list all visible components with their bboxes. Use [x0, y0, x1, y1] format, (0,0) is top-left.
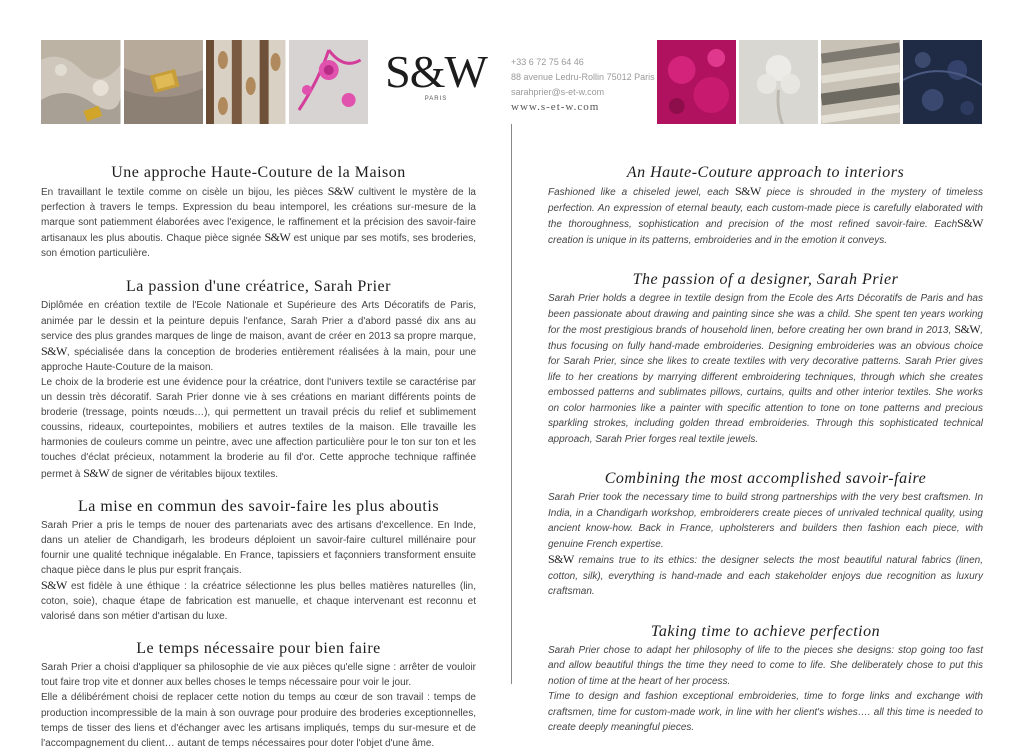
- fr-paragraph-savoir-faire-1: Sarah Prier a pris le temps de nouer des partenariats avec des artisans d'excellence. En Inde, dans un atelier de Chandigarh, les brodeurs déploient un savoir-faire culturel millénaire pour fournir une qualité technique inégalable. En France, tapissiers et façonniers transforment ensuite chaque pièce dans le plus pur esprit français.: [41, 519, 476, 576]
- fr-paragraph-passion-2: Le choix de la broderie est une évidence pour la créatrice, dont l'univers textile se caractérise par un dessin très décoratif. Sarah Prier donne vie à ses créations en mariant différents points de broderie (tressage, points nœuds…), qui permettent un travail précis du relief et sublimement coussins, rideaux, courtepointes, mobiliers et autres textiles de la maison. Elle travaille les harmonies de couleurs comme un peintre, avec une affection particulière pour le ton sur ton et les touches d'éclat précieux, notamment la broderie au fil d'or. Cette approche technique raffinée permet à S&W de signer de véritables bijoux textiles.: [41, 376, 476, 480]
- en-heading-approach: An Haute-Couture approach to interiors: [626, 164, 905, 181]
- fr-paragraph-time-2: Elle a délibérément choisi de replacer cette notion du temps au cœur de son travail : temps de production incompressible de la main à son ouvrage pour produire des broderies exceptionnelles, temps de tisser des liens et d'échanger avec les artisans impliqués, temps du sur-mesure et de l'accompagnement du client… autant de temps nécessaires pour doter l'objet d'une âme.: [41, 692, 476, 749]
- fr-heading-passion: La passion d'une créatrice, Sarah Prier: [126, 278, 391, 296]
- brand-logo: [372, 48, 500, 102]
- english-column: [548, 150, 983, 736]
- fr-section-passion: [41, 278, 476, 481]
- en-paragraph-approach: Fashioned like a chiseled jewel, each S&W piece is shrouded in the mystery of timeless perfection. An expression of eternal beauty, each custom-made piece is carefully elaborated with the thoroughness, sophistication and precision of the most refined savoir-faire. EachS&W creation is unique in its patterns, embroideries and in the emotion it conveys.: [548, 184, 983, 246]
- fr-heading-savoir-faire: La mise en commun des savoir-faire les plus aboutis: [77, 497, 440, 515]
- en-paragraph-passion: Sarah Prier holds a degree in textile design from the Ecole des Arts Décoratifs de Paris and has been passionate about drawing and painting since she was a child. She spent ten years working for the most prestigious brands of household linen, before creating her own brand in 2013, S&W, thus focusing on fully hand-made embroideries. Designing embroideries was an obvious choice for Sarah Prier, since she likes to create textiles with very decorative patterns. Sarah Prier gives life to her creations by marrying different embroidering techniques, through which she creates embossed patterns and sublimates pillows, curtains, quilts and other interior textiles. She works on color harmonies like a painter with specific attention to tone on tone patterns and precious sparkling strokes, including golden thread embroideries. Through this sophisticated technical approach, Sarah Prier forges real textile jewels.: [548, 293, 983, 445]
- leaf-pattern-fabric-photo: [206, 40, 286, 124]
- brand-inline: S&W: [548, 552, 574, 566]
- fr-heading-approach: Une approche Haute-Couture de la Maison: [111, 164, 406, 181]
- en-paragraph-time-1: Sarah Prier chose to adapt her philosophy of life to the pieces she designs: stop going too fast and allow beautiful things the time they need to come to life. She deliberately chose to put this notion of time at the heart of her process.: [548, 644, 983, 687]
- fr-paragraph-time-1: Sarah Prier a choisi d'appliquer sa philosophie de vie aux pièces qu'elle signe : arrêter de vouloir tout faire trop vite et donner aux belles choses le temps nécessaire pour voir le jour.: [41, 662, 476, 689]
- fr-section-savoir-faire: [41, 498, 476, 625]
- fr-paragraph-passion-1: Diplômée en création textile de l'Ecole Nationale et Supérieure des Arts Décoratifs de Paris, animée par le dessin et la peinture depuis l'enfance, Sarah Prier a d'abord passé dix ans au service des plus grandes marques de linge de maison, avant de créer en 2013 sa propre marque, S&W, spécialisée dans la conception de broderies entièrement réalisées à la main, pour une approche Haute-Couture de la maison.: [41, 300, 476, 373]
- logo-city: PARIS: [424, 96, 448, 102]
- contact-address: 88 avenue Ledru-Rollin 75012 Paris: [511, 72, 655, 82]
- en-paragraph-savoir-faire-2: S&W remains true to its ethics: the designer selects the most beautiful natural fabrics (linen, cotton, silk), everything is hand-made and each stakeholder enjoys due recognition as luxury craftsman.: [548, 552, 983, 597]
- brand-inline: S&W: [957, 216, 983, 230]
- en-section-approach: [548, 164, 983, 248]
- brand-inline: S&W: [734, 184, 761, 198]
- en-heading-savoir-faire: Combining the most accomplished savoir-faire: [604, 470, 927, 487]
- photo-strip-left: [41, 40, 368, 124]
- brand-inline: S&W: [327, 184, 354, 198]
- brand-inline: S&W: [41, 577, 67, 592]
- fr-section-time: [41, 640, 476, 751]
- pink-floral-embroidery-photo: [289, 40, 369, 124]
- en-section-time: [548, 623, 983, 736]
- contact-block: [511, 55, 655, 115]
- en-heading-passion: The passion of a designer, Sarah Prier: [632, 271, 899, 288]
- en-heading-time: Taking time to achieve perfection: [650, 622, 881, 640]
- french-column: [41, 150, 476, 751]
- fr-paragraph-approach: En travaillant le textile comme on cisèle un bijou, les pièces S&W cultivent le mystère de la perfection à travers le temps. Expression du beau intemporel, les créations sur-mesure de la marque sont patiemment élaborées avec l'exigence, le raffinement et la précision des savoir-faire artisanaux les plus aboutis. Chaque pièce signée S&W est unique par ses motifs, ses broderies, son émotion particulière.: [41, 184, 476, 260]
- white-floral-relief-photo: [739, 40, 818, 124]
- en-paragraph-savoir-faire-1: Sarah Prier took the necessary time to build strong partnerships with the very best craftsmen. In India, in a Chandigarh workshop, embroiderers create pieces of unrivaled technical quality, using ancient know-how. Back in France, upholsterers and builders then fashion each piece, with genuine French expertise.: [548, 492, 983, 550]
- column-divider: [511, 124, 512, 684]
- fr-heading-time: Le temps nécessaire pour bien faire: [136, 640, 381, 658]
- contact-phone: +33 6 72 75 64 46: [511, 57, 584, 67]
- brand-inline: S&W: [41, 343, 67, 358]
- photo-strip-right: [657, 40, 982, 124]
- en-section-passion: [548, 271, 983, 447]
- brand-inline: S&W: [83, 465, 110, 480]
- en-paragraph-time-2: Time to design and fashion exceptional embroideries, time to forge links and exchange with craftsmen, time for custom-made work, in line with her client's wishes…. all this time is needed to create deeply meaningful pieces.: [548, 691, 983, 733]
- brand-inline: S&W: [954, 322, 981, 336]
- brand-inline: S&W: [264, 230, 291, 245]
- contact-website[interactable]: www.s-et-w.com: [511, 101, 600, 113]
- fr-section-approach: [41, 164, 476, 261]
- contact-email[interactable]: sarahprier@s-et-w.com: [511, 87, 605, 97]
- navy-lace-photo: [903, 40, 982, 124]
- ivory-gold-embroidery-photo: [41, 40, 121, 124]
- logo-mark: S&W: [385, 46, 487, 97]
- magenta-embroidery-photo: [657, 40, 736, 124]
- gold-bead-cushion-photo: [124, 40, 204, 124]
- en-section-savoir-faire: [548, 470, 983, 600]
- striped-fabric-photo: [821, 40, 900, 124]
- fr-paragraph-savoir-faire-2: S&W est fidèle à une éthique : la créatrice sélectionne les plus belles matières naturelles (lin, coton, soie), chaque étape de fabrication est manuelle, et chaque intervenant est reconnu et valorisé dans son métier d'artisan du luxe.: [41, 577, 476, 623]
